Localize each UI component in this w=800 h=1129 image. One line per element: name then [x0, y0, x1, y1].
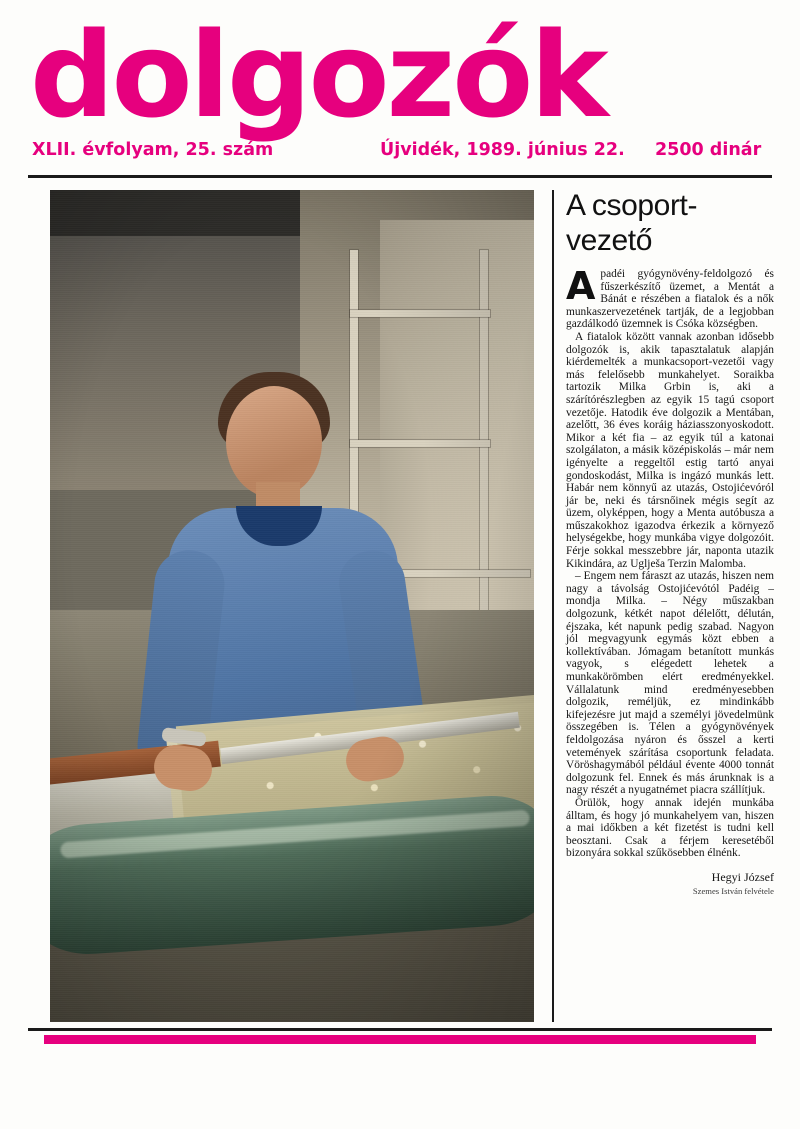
article-paragraph	[566, 797, 774, 860]
article-paragraph-text: A fiatalok között vannak azonban idősebb dolgozók is, akik tapasztalatuk alapján kiérdemelték a munkacsoport-vezetői vagy más felelősebb munkahelyet. Soraikba tartozik Milka Grbin is, aki a szárítórészlegben az egyik 15 tagú csoport vezetője. Hatodik éve dolgozik a Mentában, azelőtt, 36 éves koráig háziasszonyoskodott. Mikor a két fia – az egyik túl a katonai szolgálaton, a másik középiskolás – már nem igényelte a reggeltől estig tartó anyai gondoskodást, Milka is ingázó munkás lett. Habár nem könnyű az utazás, Ostojićevóról jár be, neki és társnőinek mégis segít az üzem, olyképpen, hogy a Menta autóbusza a műszakokhoz igazodva érkezik a környező helységekbe, hogy munkába vigye dolgozóit. Férje sokkal messzebbre jár, naponta utazik Kikindára, az Uglješa Terzin Malomba.	[566, 330, 774, 570]
issue-info-line	[0, 140, 800, 170]
masthead	[0, 0, 800, 144]
newspaper-title: dolgozók	[30, 6, 606, 144]
article-paragraph	[566, 264, 774, 331]
photo-grain-overlay	[50, 190, 534, 1022]
article-paragraph-text: Örülök, hogy annak idején munkába álltam, és hogy jó munkahelyem van, hiszen a mai időkben a két fizetést is tudni kell beosztani. Csak a férjem keresetéből bizonyára sokkal szűkösebben élnénk.	[566, 796, 774, 860]
price-label: 2500 dinár	[655, 140, 762, 160]
bottom-accent-bar	[44, 1035, 756, 1044]
article-dropcap: A	[566, 264, 596, 308]
top-divider-rule	[28, 175, 772, 178]
worker-at-conveyor-photo	[50, 190, 534, 1022]
article-paragraph-text: padéi gyógynövény-feldolgozó és fűszerkészítő üzemet, a Mentát a Bánát e részében a fiatalok és a nők munkaszervezetének tartják, de a legjobban gazdálkodó üzemnek is Csóka községben.	[566, 268, 774, 331]
photo-credit: Szemes István felvétele	[692, 885, 774, 896]
bottom-divider-rule	[28, 1028, 772, 1031]
place-date-label: Újvidék, 1989. június 22.	[380, 140, 625, 160]
content-area	[28, 182, 772, 1022]
lead-article	[566, 188, 774, 1022]
article-paragraph-text: – Engem nem fáraszt az utazás, hiszen nem nagy a távolság Ostojićevótól Padéig – mondja Milka. – Négy műszakban dolgozunk, kétkét napot délelőtt, délután, éjszaka, két napunk pedig szabad. Nagyon jól megvagyunk egymás közt ebben a kollektívában. Jómagam betanított munkás vagyok, s elégedett lehetek a munkakörömben elért eredményekkel. Vállalatunk mind eredményesebben dolgozik, reméljük, ez mindinkább kifejezésre jut majd a személyi jövedelmünk összegében is. Télen a gyógynövények feldolgozása nyáron és ősszel a kerti vetemények szárítása csoportunk feladata. Vöröshagymából például évente 4000 tonnát dolgozunk fel. Ennek és más árunknak is a nagy részét a nyugatnémet piacra szállítjuk.	[566, 570, 774, 797]
column-divider-rule	[552, 190, 554, 1022]
article-headline: A csoport-vezető	[566, 189, 698, 257]
article-byline: Hegyi József	[711, 869, 774, 884]
article-paragraph	[566, 331, 774, 570]
volume-issue-label: XLII. évfolyam, 25. szám	[32, 140, 274, 160]
article-body	[566, 264, 774, 860]
article-paragraph	[566, 570, 774, 797]
